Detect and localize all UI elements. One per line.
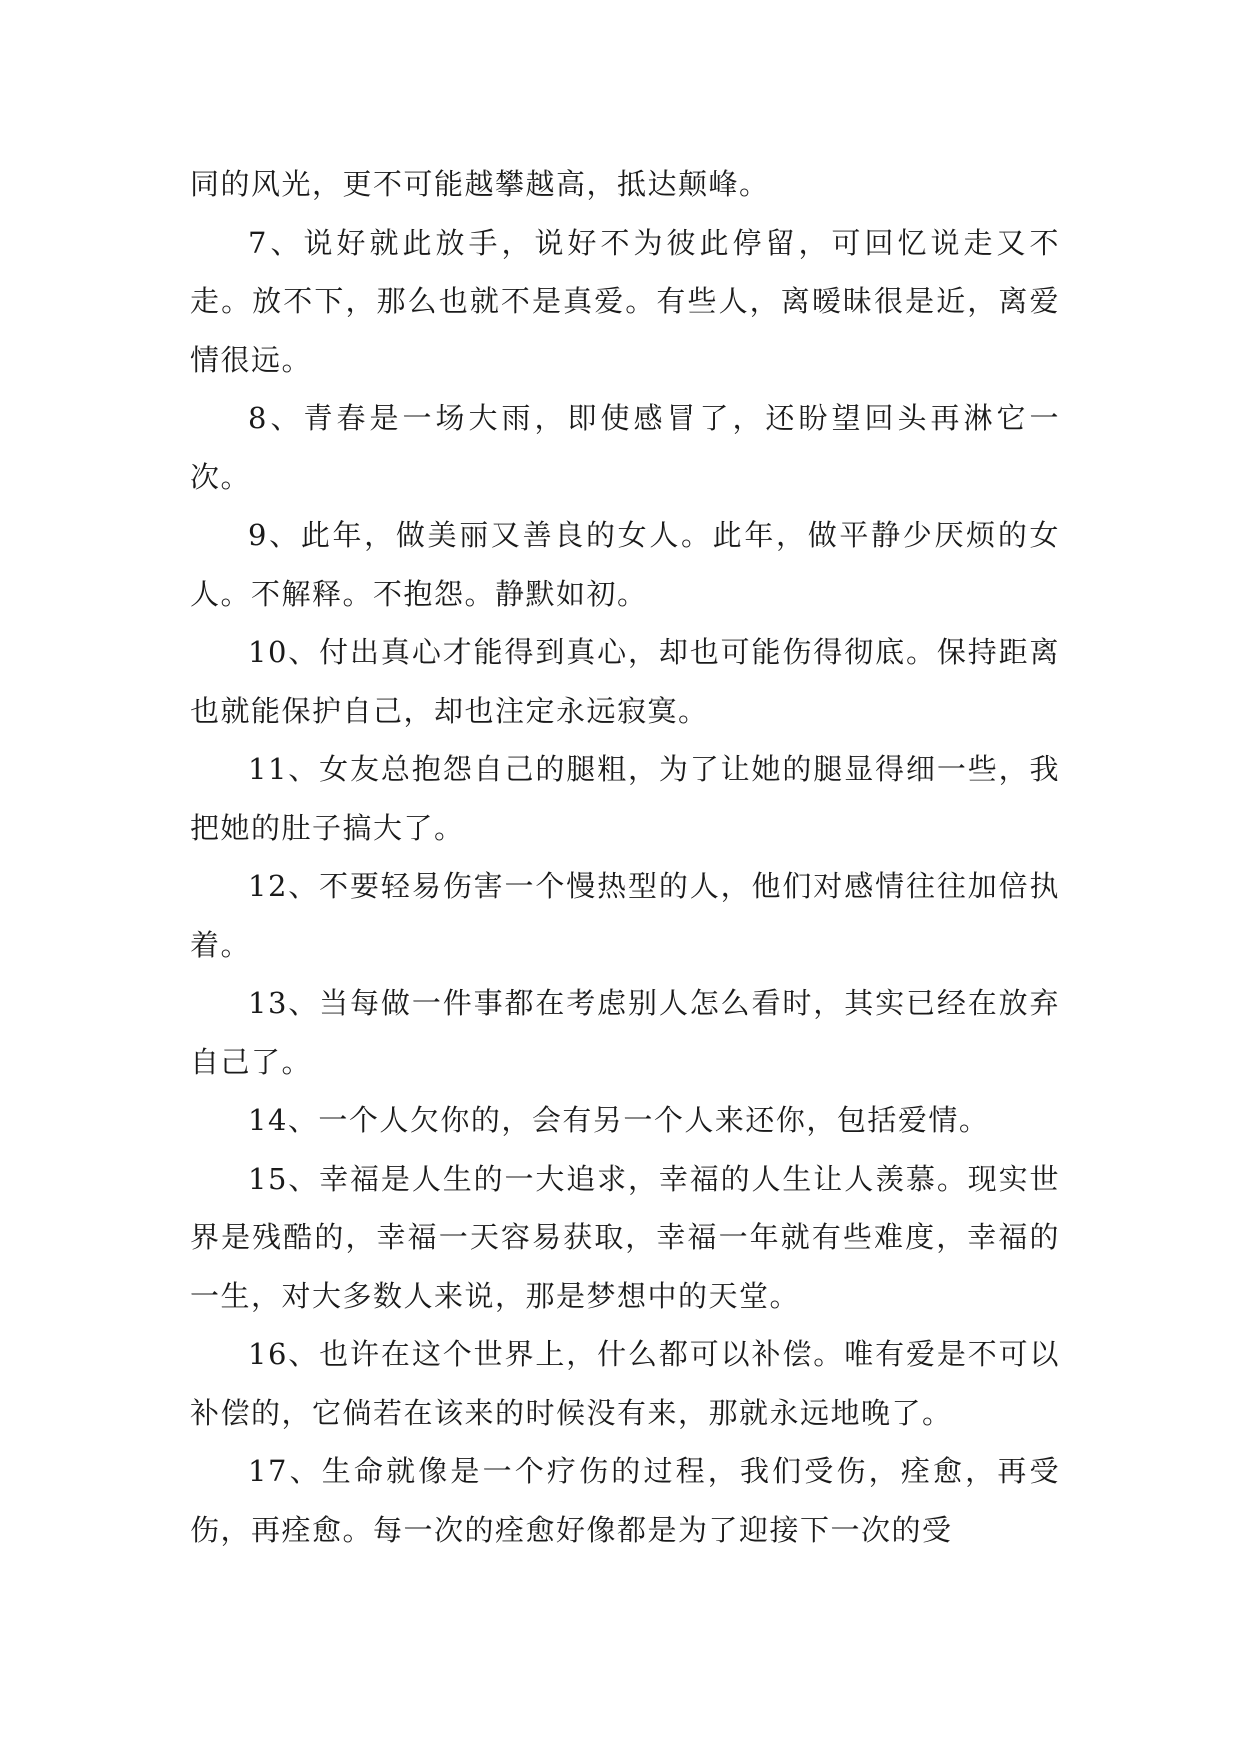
paragraph-15: 15、幸福是人生的一大追求，幸福的人生让人羡慕。现实世界是残酷的，幸福一天容易获取，幸福一年就有些难度，幸福的一生，对大多数人来说，那是梦想中的天堂。	[190, 1161, 1060, 1313]
paragraph-13: 13、当每做一件事都在考虑别人怎么看时，其实已经在放弃自己了。	[190, 986, 1060, 1079]
paragraph-continuation: 同的风光，更不可能越攀越高，抵达颠峰。	[190, 167, 770, 201]
paragraph-7: 7、说好就此放手，说好不为彼此停留，可回忆说走又不走。放不下，那么也就不是真爱。有些人，离暧昧很是近，离爱情很远。	[190, 225, 1060, 377]
paragraph-9: 9、此年，做美丽又善良的女人。此年，做平静少厌烦的女人。不解释。不抱怨。静默如初。	[190, 518, 1060, 611]
document-body	[190, 155, 1060, 1559]
paragraph-10: 10、付出真心才能得到真心，却也可能伤得彻底。保持距离也就能保护自己，却也注定永远寂寞。	[190, 635, 1060, 728]
paragraph-16: 16、也许在这个世界上，什么都可以补偿。唯有爱是不可以补偿的，它倘若在该来的时候没有来，那就永远地晚了。	[190, 1337, 1060, 1430]
paragraph-8: 8、青春是一场大雨，即使感冒了，还盼望回头再淋它一次。	[190, 401, 1060, 494]
paragraph-14: 14、一个人欠你的，会有另一个人来还你，包括爱情。	[248, 1103, 990, 1137]
paragraph-11: 11、女友总抱怨自己的腿粗，为了让她的腿显得细一些，我把她的肚子搞大了。	[190, 752, 1060, 845]
paragraph-17: 17、生命就像是一个疗伤的过程，我们受伤，痊愈，再受伤，再痊愈。每一次的痊愈好像都是为了迎接下一次的受	[190, 1454, 1060, 1547]
paragraph-12: 12、不要轻易伤害一个慢热型的人，他们对感情往往加倍执着。	[190, 869, 1060, 962]
